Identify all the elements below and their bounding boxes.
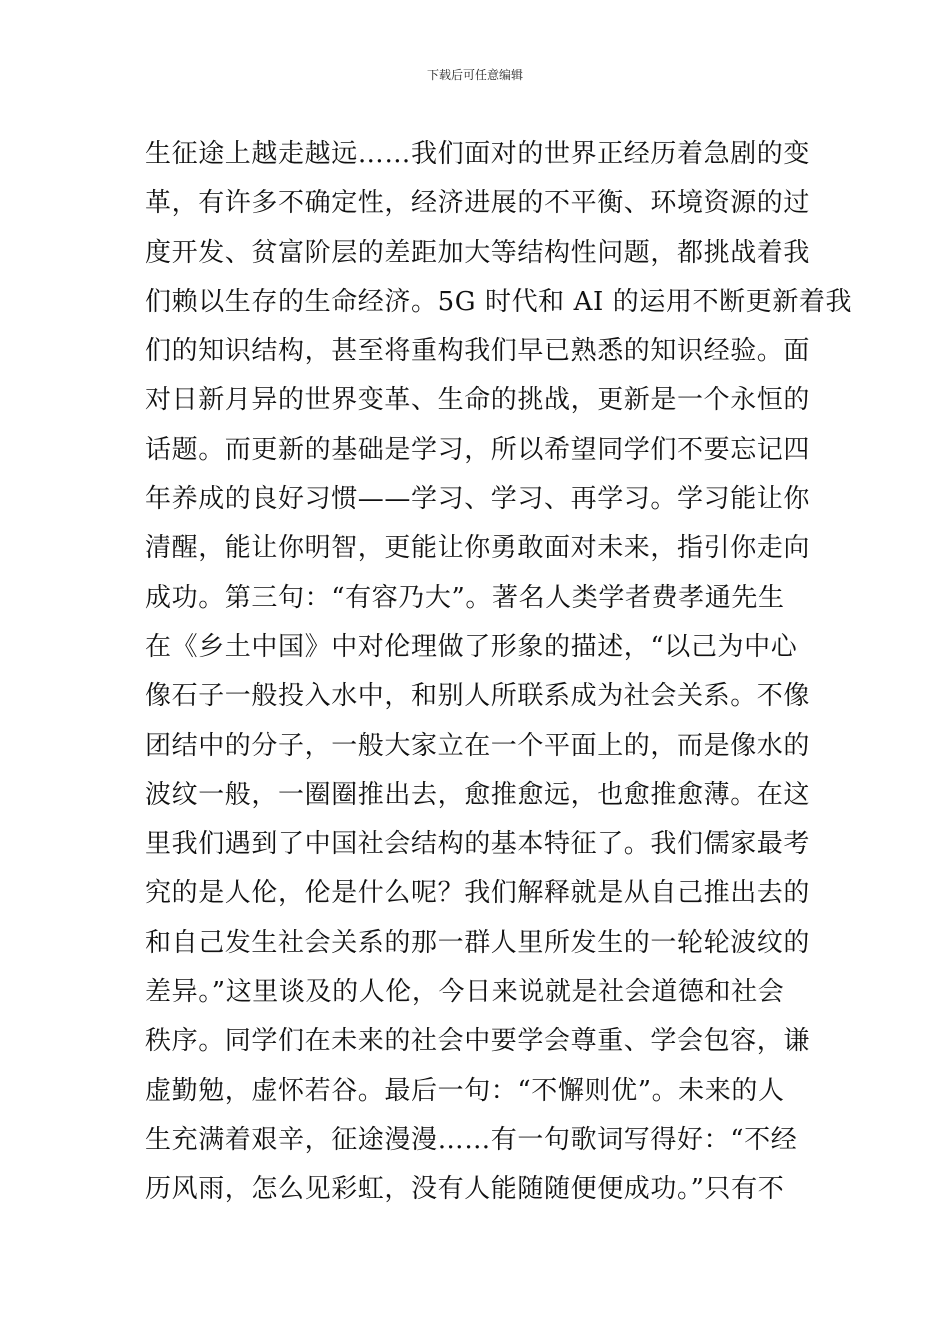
text-line: 年养成的良好习惯——学习、学习、再学习。学习能让你	[145, 484, 811, 515]
text-line: 话题。而更新的基础是学习，所以希望同学们不要忘记四	[145, 434, 811, 465]
text-line: 生征途上越走越远……我们面对的世界正经历着急剧的变	[145, 139, 811, 169]
text-line: 清醒，能让你明智，更能让你勇敢面对未来，指引你走向	[145, 533, 811, 564]
text-line: 波纹一般，一圈圈推出去，愈推愈远，也愈推愈薄。在这	[145, 779, 811, 810]
text-line: 和自己发生社会关系的那一群人里所发生的一轮轮波纹的	[145, 927, 811, 958]
text-line: 对日新月异的世界变革、生命的挑战，更新是一个永恒的	[145, 385, 811, 416]
body-text	[145, 130, 853, 1215]
text-line: 们的知识结构，甚至将重构我们早已熟悉的知识经验。面	[145, 336, 811, 367]
page-header: 下载后可任意编辑	[426, 68, 523, 82]
text-line: 在《乡土中国》中对伦理做了形象的描述，“以己为中心	[145, 631, 798, 662]
text-line: 革，有许多不确定性，经济进展的不平衡、环境资源的过	[145, 188, 811, 219]
text-line: 里我们遇到了中国社会结构的基本特征了。我们儒家最考	[145, 829, 811, 860]
text-line: 秩序。同学们在未来的社会中要学会尊重、学会包容，谦	[145, 1026, 811, 1057]
text-line: 究的是人伦，伦是什么呢？我们解释就是从自己推出去的	[145, 878, 811, 909]
text-line: 虚勤勉，虚怀若谷。最后一句：“不懈则优”。未来的人	[145, 1075, 785, 1106]
text-line: 度开发、贫富阶层的差距加大等结构性问题，都挑战着我	[145, 237, 811, 268]
text-line: 团结中的分子，一般大家立在一个平面上的，而是像水的	[145, 730, 811, 761]
text-line: 像石子一般投入水中，和别人所联系成为社会关系。不像	[145, 681, 811, 712]
text-line: 历风雨，怎么见彩虹，没有人能随随便便成功。”只有不	[145, 1174, 785, 1205]
text-line: 生充满着艰辛，征途漫漫……有一句歌词写得好：“不经	[145, 1124, 798, 1155]
text-line: 成功。第三句：“有容乃大”。著名人类学者费孝通先生	[145, 582, 785, 613]
text-line: 差异。”这里谈及的人伦，今日来说就是社会道德和社会	[145, 977, 785, 1008]
text-line: 们赖以生存的生命经济。5G 时代和 AI 的运用不断更新着我	[145, 286, 853, 317]
